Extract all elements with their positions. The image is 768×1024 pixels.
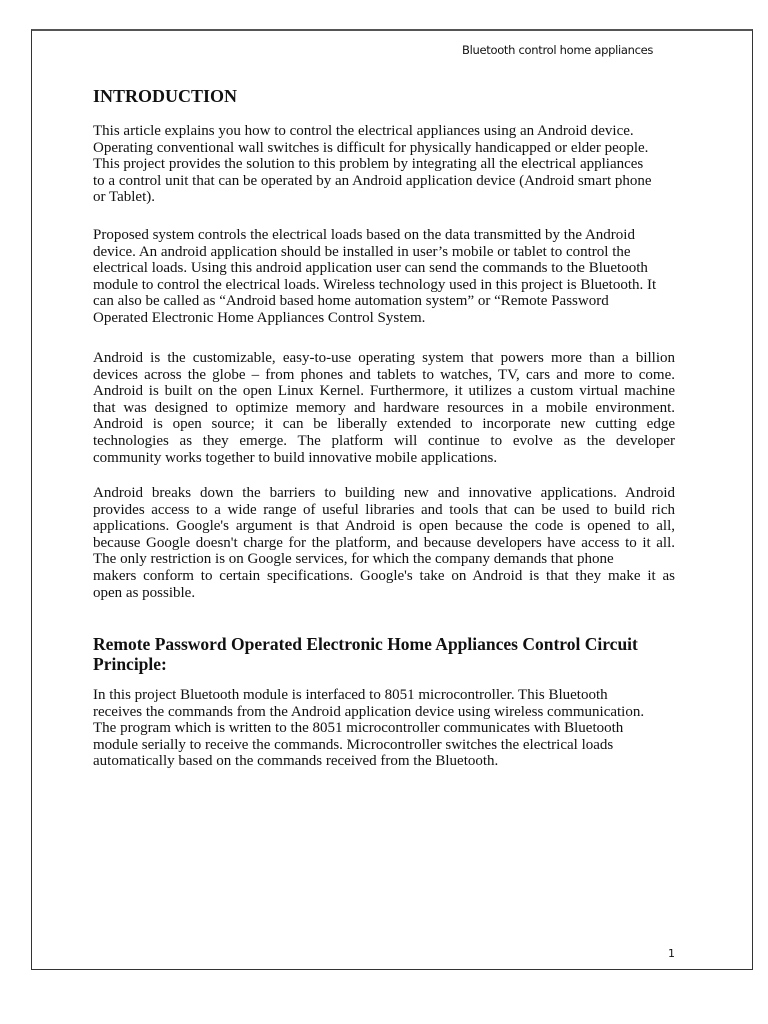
text-line: This article explains you how to control the electrical appliances using an Android device. xyxy=(93,123,634,139)
paragraph-2 xyxy=(93,227,675,327)
text-line: devices across the globe – from phones and tablets to watches, TV, cars and more to come. xyxy=(93,366,675,383)
text-line: automatically based on the commands received from the Bluetooth. xyxy=(93,753,499,770)
paragraph-1 xyxy=(93,123,675,206)
text-line: device. An android application should be installed in user’s mobile or tablet to control the xyxy=(93,243,631,260)
text-line: Android is the customizable, easy-to-use operating system that powers more than a billion xyxy=(93,350,675,366)
text-line: In this project Bluetooth module is interfaced to 8051 microcontroller. This Bluetooth xyxy=(93,687,608,703)
text-line: This project provides the solution to this problem by integrating all the electrical appliances xyxy=(93,156,644,173)
paragraph-5 xyxy=(93,687,675,770)
text-line: makers conform to certain specifications. Google's take on Android is that they make it as xyxy=(93,567,675,584)
section-heading: Remote Password Operated Electronic Home Appliances Control Circuit Principle: xyxy=(93,634,638,674)
text-line: or Tablet). xyxy=(93,189,155,206)
text-line: Android is built on the open Linux Kernel. Furthermore, it utilizes a custom virtual machine xyxy=(93,383,675,400)
text-line: receives the commands from the Android application device using wireless communication. xyxy=(93,703,645,720)
text-line: community works together to build innovative mobile applications. xyxy=(93,449,498,466)
paragraph-4 xyxy=(93,485,675,601)
text-line: module to control the electrical loads. Wireless technology used in this project is Bluetooth. It xyxy=(93,276,657,293)
text-line: The only restriction is on Google services, for which the company demands that phone xyxy=(93,551,614,568)
text-line: Android breaks down the barriers to building new and innovative applications. Android xyxy=(93,485,675,501)
intro-heading: INTRODUCTION xyxy=(93,86,238,106)
page-number: 1 xyxy=(668,947,675,960)
text-line: Operated Electronic Home Appliances Control System. xyxy=(93,309,426,326)
text-line: to a control unit that can be operated by an Android application device (Android smart phone xyxy=(93,172,652,189)
text-line: applications. Google's argument is that Android is open because the code is opened to all, xyxy=(93,518,675,535)
text-line: because Google doesn't charge for the platform, and because developers have access to it all. xyxy=(93,534,675,551)
text-line: Operating conventional wall switches is difficult for physically handicapped or elder people. xyxy=(93,139,649,156)
paragraph-3 xyxy=(93,350,675,466)
text-line: open as possible. xyxy=(93,584,196,601)
text-line: provides access to a wide range of useful libraries and tools that can be used to build rich xyxy=(93,501,675,518)
text-line: module serially to receive the commands. Microcontroller switches the electrical loads xyxy=(93,736,614,753)
text-line: Android is open source; it can be liberally extended to incorporate new cutting edge xyxy=(93,416,675,433)
text-line: electrical loads. Using this android application user can send the commands to the Bluetooth xyxy=(93,260,648,277)
text-line: technologies as they emerge. The platform will continue to evolve as the developer xyxy=(93,432,675,449)
text-line: can also be called as “Android based home automation system” or “Remote Password xyxy=(93,293,609,310)
text-line: that was designed to optimize memory and hardware resources in a mobile environment. xyxy=(93,399,675,416)
text-line: Proposed system controls the electrical loads based on the data transmitted by the Android xyxy=(93,227,635,243)
running-header: Bluetooth control home appliances xyxy=(462,43,654,57)
text-line: The program which is written to the 8051 microcontroller communicates with Bluetooth xyxy=(93,720,624,737)
